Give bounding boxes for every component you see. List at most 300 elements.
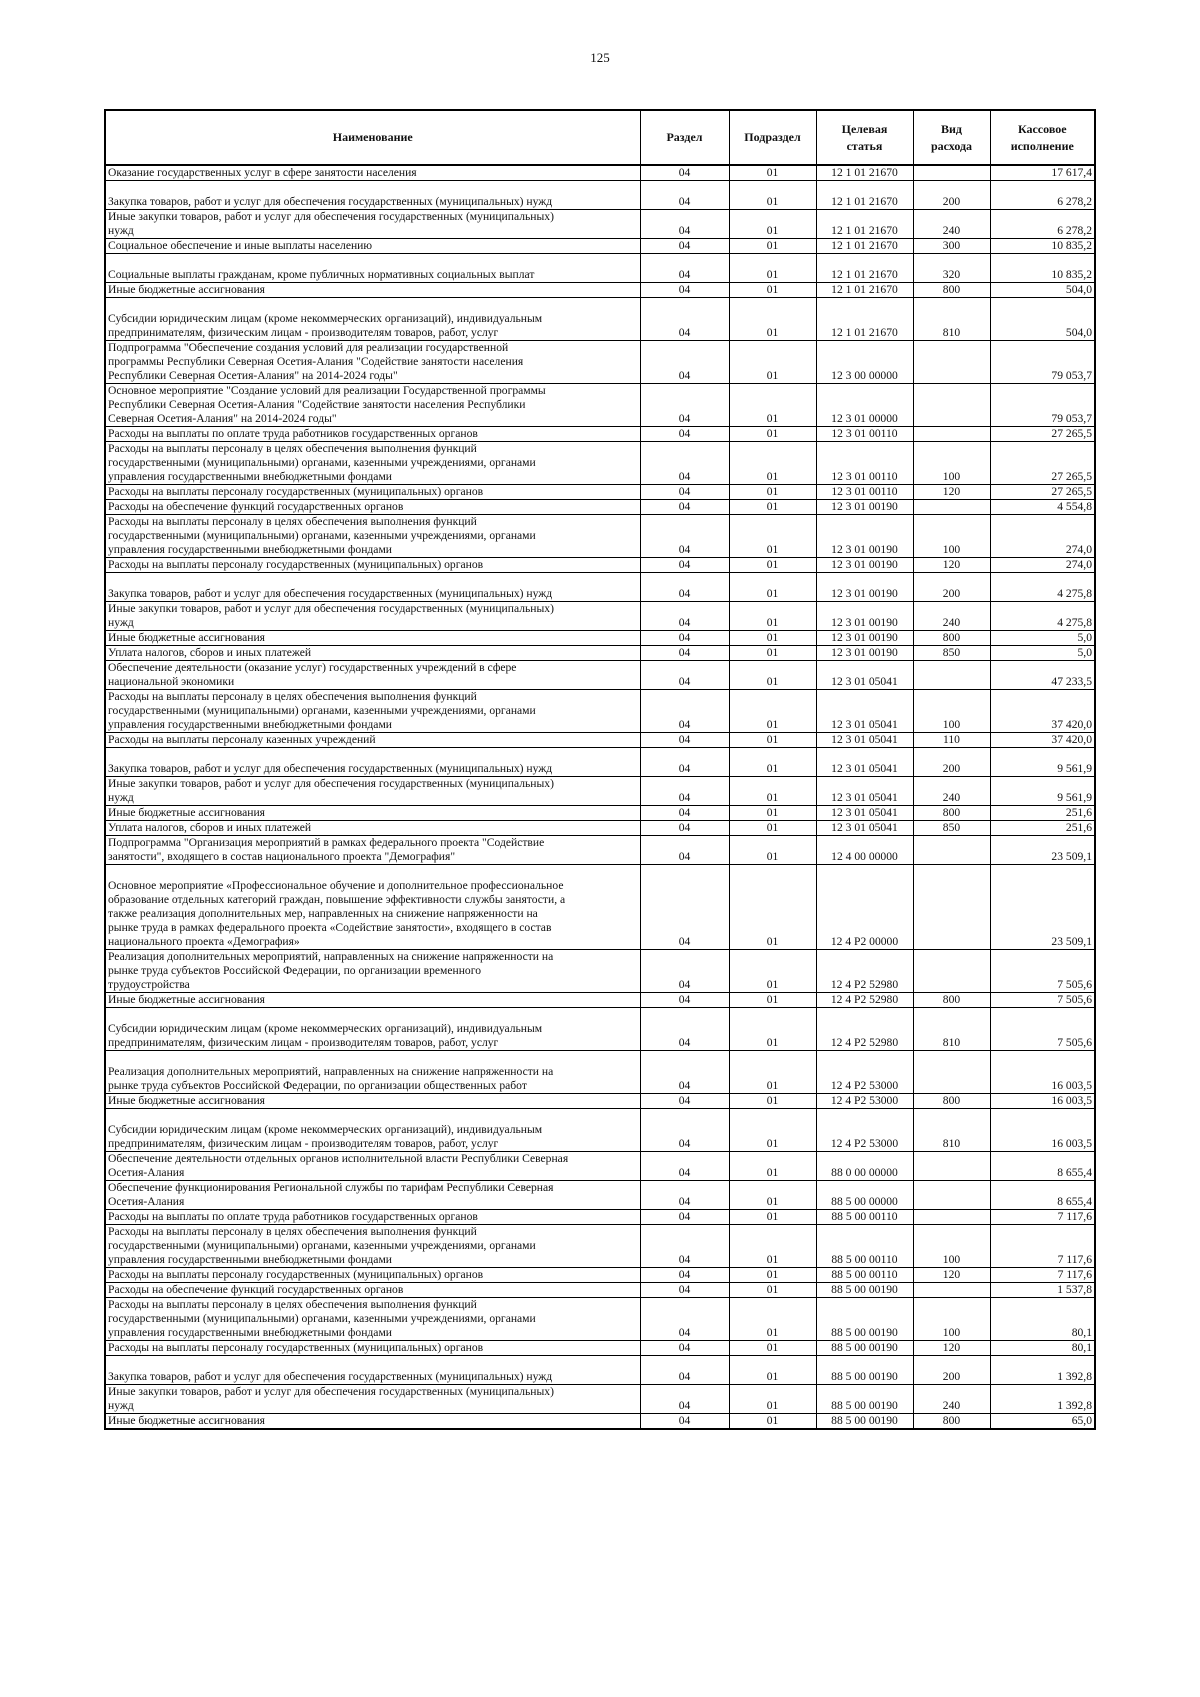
row-section-cell: 04 bbox=[640, 1225, 729, 1268]
row-subsection-cell: 01 bbox=[729, 1341, 816, 1356]
row-section-cell: 04 bbox=[640, 485, 729, 500]
row-subsection-cell: 01 bbox=[729, 485, 816, 500]
row-name-cell: Иные бюджетные ассигнования bbox=[105, 1414, 640, 1430]
table-row bbox=[105, 1414, 1095, 1430]
row-section-cell: 04 bbox=[640, 865, 729, 950]
row-section-cell: 04 bbox=[640, 1210, 729, 1225]
row-section-cell: 04 bbox=[640, 254, 729, 283]
row-target-cell: 12 1 01 21670 bbox=[816, 239, 913, 254]
row-name-cell: Реализация дополнительных мероприятий, направленных на снижение напряженности на рынке труда субъектов Российской Федерации, по организации общественных работ bbox=[105, 1051, 640, 1094]
row-section-cell: 04 bbox=[640, 341, 729, 384]
row-amount-cell: 80,1 bbox=[990, 1298, 1095, 1341]
row-expense-type-cell: 200 bbox=[913, 181, 990, 210]
row-name-cell: Социальное обеспечение и иные выплаты населению bbox=[105, 239, 640, 254]
row-expense-type-cell bbox=[913, 500, 990, 515]
row-target-cell: 88 5 00 00110 bbox=[816, 1210, 913, 1225]
row-target-cell: 12 3 01 05041 bbox=[816, 748, 913, 777]
table-row bbox=[105, 558, 1095, 573]
row-expense-type-cell bbox=[913, 1181, 990, 1210]
row-subsection-cell: 01 bbox=[729, 836, 816, 865]
page-number: 125 bbox=[590, 50, 610, 65]
row-target-cell: 12 3 01 00190 bbox=[816, 573, 913, 602]
row-name-cell: Расходы на выплаты персоналу государственных (муниципальных) органов bbox=[105, 558, 640, 573]
row-amount-cell: 8 655,4 bbox=[990, 1152, 1095, 1181]
row-expense-type-cell: 240 bbox=[913, 602, 990, 631]
row-target-cell: 12 1 01 21670 bbox=[816, 181, 913, 210]
row-section-cell: 04 bbox=[640, 690, 729, 733]
row-name-cell: Расходы на выплаты персоналу казенных учреждений bbox=[105, 733, 640, 748]
row-name-cell: Иные бюджетные ассигнования bbox=[105, 1094, 640, 1109]
row-expense-type-cell: 120 bbox=[913, 1268, 990, 1283]
row-amount-cell: 504,0 bbox=[990, 298, 1095, 341]
row-subsection-cell: 01 bbox=[729, 1210, 816, 1225]
table-row bbox=[105, 181, 1095, 210]
table-row bbox=[105, 1298, 1095, 1341]
header-name: Наименование bbox=[105, 110, 640, 165]
row-subsection-cell: 01 bbox=[729, 442, 816, 485]
row-expense-type-cell bbox=[913, 341, 990, 384]
row-section-cell: 04 bbox=[640, 806, 729, 821]
row-section-cell: 04 bbox=[640, 239, 729, 254]
row-target-cell: 12 4 P2 53000 bbox=[816, 1051, 913, 1094]
table-row bbox=[105, 384, 1095, 427]
row-target-cell: 88 5 00 00190 bbox=[816, 1385, 913, 1414]
row-subsection-cell: 01 bbox=[729, 1008, 816, 1051]
row-expense-type-cell bbox=[913, 1210, 990, 1225]
row-target-cell: 12 3 01 00190 bbox=[816, 558, 913, 573]
row-expense-type-cell: 240 bbox=[913, 777, 990, 806]
row-section-cell: 04 bbox=[640, 515, 729, 558]
row-expense-type-cell: 100 bbox=[913, 515, 990, 558]
row-subsection-cell: 01 bbox=[729, 210, 816, 239]
table-row bbox=[105, 573, 1095, 602]
row-target-cell: 12 3 00 00000 bbox=[816, 341, 913, 384]
row-target-cell: 88 5 00 00190 bbox=[816, 1283, 913, 1298]
row-subsection-cell: 01 bbox=[729, 254, 816, 283]
row-subsection-cell: 01 bbox=[729, 950, 816, 993]
row-name-cell: Субсидии юридическим лицам (кроме некоммерческих организаций), индивидуальным предпринимателям, физическим лицам - производителям товаров, работ, услуг bbox=[105, 1109, 640, 1152]
row-expense-type-cell: 100 bbox=[913, 1225, 990, 1268]
row-expense-type-cell: 200 bbox=[913, 1356, 990, 1385]
row-expense-type-cell bbox=[913, 1283, 990, 1298]
row-target-cell: 12 4 P2 52980 bbox=[816, 950, 913, 993]
row-target-cell: 12 3 01 00110 bbox=[816, 442, 913, 485]
row-expense-type-cell bbox=[913, 1051, 990, 1094]
row-name-cell: Субсидии юридическим лицам (кроме некоммерческих организаций), индивидуальным предпринимателям, физическим лицам - производителям товаров, работ, услуг bbox=[105, 1008, 640, 1051]
row-section-cell: 04 bbox=[640, 1283, 729, 1298]
row-subsection-cell: 01 bbox=[729, 690, 816, 733]
row-subsection-cell: 01 bbox=[729, 1051, 816, 1094]
row-target-cell: 12 1 01 21670 bbox=[816, 298, 913, 341]
row-target-cell: 12 3 01 00000 bbox=[816, 384, 913, 427]
row-target-cell: 88 0 00 00000 bbox=[816, 1152, 913, 1181]
row-target-cell: 12 3 01 00110 bbox=[816, 485, 913, 500]
row-amount-cell: 4 275,8 bbox=[990, 573, 1095, 602]
row-target-cell: 12 4 00 00000 bbox=[816, 836, 913, 865]
row-subsection-cell: 01 bbox=[729, 558, 816, 573]
table-row bbox=[105, 1210, 1095, 1225]
row-amount-cell: 7 117,6 bbox=[990, 1210, 1095, 1225]
row-amount-cell: 7 505,6 bbox=[990, 1008, 1095, 1051]
row-subsection-cell: 01 bbox=[729, 733, 816, 748]
table-row bbox=[105, 1268, 1095, 1283]
row-amount-cell: 79 053,7 bbox=[990, 341, 1095, 384]
row-name-cell: Основное мероприятие "Создание условий для реализации Государственной программы Республики Северная Осетия-Алания "Содействие занятости населения Республики Северная Осетия-Алания" на 2014-2024 годы" bbox=[105, 384, 640, 427]
row-section-cell: 04 bbox=[640, 181, 729, 210]
row-target-cell: 88 5 00 00190 bbox=[816, 1414, 913, 1430]
row-target-cell: 12 4 P2 53000 bbox=[816, 1094, 913, 1109]
table-row bbox=[105, 777, 1095, 806]
row-name-cell: Иные закупки товаров, работ и услуг для обеспечения государственных (муниципальных) нужд bbox=[105, 1385, 640, 1414]
row-name-cell: Расходы на выплаты персоналу государственных (муниципальных) органов bbox=[105, 1341, 640, 1356]
row-name-cell: Иные бюджетные ассигнования bbox=[105, 631, 640, 646]
row-section-cell: 04 bbox=[640, 646, 729, 661]
table-row bbox=[105, 836, 1095, 865]
row-target-cell: 12 1 01 21670 bbox=[816, 165, 913, 181]
table-row bbox=[105, 1094, 1095, 1109]
row-section-cell: 04 bbox=[640, 1385, 729, 1414]
row-expense-type-cell: 200 bbox=[913, 573, 990, 602]
row-subsection-cell: 01 bbox=[729, 341, 816, 384]
row-amount-cell: 16 003,5 bbox=[990, 1109, 1095, 1152]
row-expense-type-cell: 800 bbox=[913, 1414, 990, 1430]
row-subsection-cell: 01 bbox=[729, 1283, 816, 1298]
table-row bbox=[105, 298, 1095, 341]
row-amount-cell: 17 617,4 bbox=[990, 165, 1095, 181]
table-row bbox=[105, 865, 1095, 950]
row-name-cell: Закупка товаров, работ и услуг для обеспечения государственных (муниципальных) нужд bbox=[105, 748, 640, 777]
table-row bbox=[105, 602, 1095, 631]
row-section-cell: 04 bbox=[640, 1051, 729, 1094]
row-expense-type-cell: 810 bbox=[913, 298, 990, 341]
row-target-cell: 88 5 00 00110 bbox=[816, 1268, 913, 1283]
row-section-cell: 04 bbox=[640, 573, 729, 602]
row-name-cell: Иные закупки товаров, работ и услуг для обеспечения государственных (муниципальных) нужд bbox=[105, 777, 640, 806]
row-subsection-cell: 01 bbox=[729, 239, 816, 254]
row-expense-type-cell: 810 bbox=[913, 1109, 990, 1152]
row-amount-cell: 4 554,8 bbox=[990, 500, 1095, 515]
row-expense-type-cell: 100 bbox=[913, 1298, 990, 1341]
row-section-cell: 04 bbox=[640, 950, 729, 993]
table-row bbox=[105, 646, 1095, 661]
row-expense-type-cell: 100 bbox=[913, 442, 990, 485]
row-target-cell: 88 5 00 00110 bbox=[816, 1225, 913, 1268]
row-target-cell: 12 1 01 21670 bbox=[816, 254, 913, 283]
row-subsection-cell: 01 bbox=[729, 1356, 816, 1385]
table-row bbox=[105, 950, 1095, 993]
row-expense-type-cell: 800 bbox=[913, 993, 990, 1008]
row-subsection-cell: 01 bbox=[729, 1298, 816, 1341]
row-section-cell: 04 bbox=[640, 1152, 729, 1181]
row-amount-cell: 7 117,6 bbox=[990, 1268, 1095, 1283]
row-amount-cell: 37 420,0 bbox=[990, 733, 1095, 748]
row-name-cell: Обеспечение деятельности отдельных органов исполнительной власти Республики Северная Осетия-Алания bbox=[105, 1152, 640, 1181]
row-amount-cell: 80,1 bbox=[990, 1341, 1095, 1356]
row-amount-cell: 10 835,2 bbox=[990, 254, 1095, 283]
row-section-cell: 04 bbox=[640, 427, 729, 442]
table-row bbox=[105, 239, 1095, 254]
row-subsection-cell: 01 bbox=[729, 1094, 816, 1109]
table-row bbox=[105, 165, 1095, 181]
row-target-cell: 88 5 00 00000 bbox=[816, 1181, 913, 1210]
table-row bbox=[105, 1385, 1095, 1414]
row-target-cell: 12 1 01 21670 bbox=[816, 283, 913, 298]
row-amount-cell: 1 537,8 bbox=[990, 1283, 1095, 1298]
row-name-cell: Иные бюджетные ассигнования bbox=[105, 993, 640, 1008]
row-amount-cell: 4 275,8 bbox=[990, 602, 1095, 631]
row-target-cell: 12 3 01 00190 bbox=[816, 602, 913, 631]
row-section-cell: 04 bbox=[640, 500, 729, 515]
row-subsection-cell: 01 bbox=[729, 821, 816, 836]
row-expense-type-cell: 320 bbox=[913, 254, 990, 283]
row-section-cell: 04 bbox=[640, 442, 729, 485]
row-name-cell: Уплата налогов, сборов и иных платежей bbox=[105, 646, 640, 661]
table-row bbox=[105, 821, 1095, 836]
row-amount-cell: 1 392,8 bbox=[990, 1356, 1095, 1385]
table-row bbox=[105, 427, 1095, 442]
row-amount-cell: 251,6 bbox=[990, 806, 1095, 821]
row-amount-cell: 6 278,2 bbox=[990, 181, 1095, 210]
row-expense-type-cell: 810 bbox=[913, 1008, 990, 1051]
row-section-cell: 04 bbox=[640, 821, 729, 836]
table-row bbox=[105, 1152, 1095, 1181]
header-section: Раздел bbox=[640, 110, 729, 165]
row-expense-type-cell: 850 bbox=[913, 646, 990, 661]
row-expense-type-cell: 100 bbox=[913, 690, 990, 733]
row-expense-type-cell: 120 bbox=[913, 558, 990, 573]
row-section-cell: 04 bbox=[640, 661, 729, 690]
row-name-cell: Расходы на выплаты персоналу в целях обеспечения выполнения функций государственными (муниципальными) органами, казенными учреждениями, органами управления государственными внебюджетными фондами bbox=[105, 1298, 640, 1341]
row-amount-cell: 47 233,5 bbox=[990, 661, 1095, 690]
table-row bbox=[105, 661, 1095, 690]
row-amount-cell: 16 003,5 bbox=[990, 1051, 1095, 1094]
table-row bbox=[105, 1341, 1095, 1356]
row-expense-type-cell: 800 bbox=[913, 806, 990, 821]
row-amount-cell: 274,0 bbox=[990, 515, 1095, 558]
row-name-cell: Подпрограмма "Обеспечение создания условий для реализации государственной программы Республики Северная Осетия-Алания "Содействие занятости населения Республики Северная Осетия-Алания" на 2014-2024 годы" bbox=[105, 341, 640, 384]
row-subsection-cell: 01 bbox=[729, 1152, 816, 1181]
row-expense-type-cell: 850 bbox=[913, 821, 990, 836]
row-amount-cell: 9 561,9 bbox=[990, 777, 1095, 806]
row-section-cell: 04 bbox=[640, 777, 729, 806]
row-subsection-cell: 01 bbox=[729, 865, 816, 950]
row-subsection-cell: 01 bbox=[729, 1181, 816, 1210]
row-expense-type-cell: 200 bbox=[913, 748, 990, 777]
row-amount-cell: 23 509,1 bbox=[990, 836, 1095, 865]
row-section-cell: 04 bbox=[640, 602, 729, 631]
header-amount: Кассовое исполнение bbox=[990, 110, 1095, 165]
row-expense-type-cell bbox=[913, 165, 990, 181]
row-amount-cell: 504,0 bbox=[990, 283, 1095, 298]
table-row bbox=[105, 748, 1095, 777]
header-subsection: Подраздел bbox=[729, 110, 816, 165]
table-row bbox=[105, 1008, 1095, 1051]
row-amount-cell: 27 265,5 bbox=[990, 427, 1095, 442]
row-subsection-cell: 01 bbox=[729, 427, 816, 442]
row-expense-type-cell: 120 bbox=[913, 485, 990, 500]
row-section-cell: 04 bbox=[640, 1356, 729, 1385]
row-amount-cell: 27 265,5 bbox=[990, 485, 1095, 500]
row-amount-cell: 274,0 bbox=[990, 558, 1095, 573]
row-target-cell: 12 3 01 00190 bbox=[816, 646, 913, 661]
row-subsection-cell: 01 bbox=[729, 384, 816, 427]
row-name-cell: Подпрограмма "Организация мероприятий в рамках федерального проекта "Содействие занятости", входящего в состав национального проекта "Демография" bbox=[105, 836, 640, 865]
row-target-cell: 12 4 P2 52980 bbox=[816, 993, 913, 1008]
row-subsection-cell: 01 bbox=[729, 283, 816, 298]
table-row bbox=[105, 733, 1095, 748]
row-name-cell: Расходы на выплаты по оплате труда работников государственных органов bbox=[105, 1210, 640, 1225]
row-subsection-cell: 01 bbox=[729, 181, 816, 210]
row-subsection-cell: 01 bbox=[729, 1385, 816, 1414]
row-section-cell: 04 bbox=[640, 165, 729, 181]
row-section-cell: 04 bbox=[640, 1298, 729, 1341]
row-amount-cell: 6 278,2 bbox=[990, 210, 1095, 239]
row-amount-cell: 9 561,9 bbox=[990, 748, 1095, 777]
table-row bbox=[105, 1356, 1095, 1385]
row-subsection-cell: 01 bbox=[729, 993, 816, 1008]
row-name-cell: Расходы на выплаты персоналу в целях обеспечения выполнения функций государственными (муниципальными) органами, казенными учреждениями, органами управления государственными внебюджетными фондами bbox=[105, 1225, 640, 1268]
row-section-cell: 04 bbox=[640, 210, 729, 239]
table-row bbox=[105, 341, 1095, 384]
table-row bbox=[105, 993, 1095, 1008]
row-subsection-cell: 01 bbox=[729, 515, 816, 558]
row-name-cell: Уплата налогов, сборов и иных платежей bbox=[105, 821, 640, 836]
table-row bbox=[105, 631, 1095, 646]
row-amount-cell: 16 003,5 bbox=[990, 1094, 1095, 1109]
row-name-cell: Реализация дополнительных мероприятий, направленных на снижение напряженности на рынке труда субъектов Российской Федерации, по организации временного трудоустройства bbox=[105, 950, 640, 993]
table-row bbox=[105, 1225, 1095, 1268]
row-name-cell: Расходы на обеспечение функций государственных органов bbox=[105, 1283, 640, 1298]
row-name-cell: Расходы на выплаты персоналу в целях обеспечения выполнения функций государственными (муниципальными) органами, казенными учреждениями, органами управления государственными внебюджетными фондами bbox=[105, 690, 640, 733]
row-target-cell: 12 3 01 05041 bbox=[816, 777, 913, 806]
row-amount-cell: 7 505,6 bbox=[990, 950, 1095, 993]
row-section-cell: 04 bbox=[640, 1008, 729, 1051]
row-amount-cell: 79 053,7 bbox=[990, 384, 1095, 427]
row-expense-type-cell: 110 bbox=[913, 733, 990, 748]
row-amount-cell: 1 392,8 bbox=[990, 1385, 1095, 1414]
row-section-cell: 04 bbox=[640, 384, 729, 427]
header-target: Целевая статья bbox=[816, 110, 913, 165]
table-row bbox=[105, 690, 1095, 733]
row-subsection-cell: 01 bbox=[729, 646, 816, 661]
row-expense-type-cell: 800 bbox=[913, 631, 990, 646]
row-expense-type-cell bbox=[913, 1152, 990, 1181]
row-name-cell: Обеспечение функционирования Региональной службы по тарифам Республики Северная Осетия-Алания bbox=[105, 1181, 640, 1210]
row-target-cell: 12 3 01 05041 bbox=[816, 733, 913, 748]
table-row bbox=[105, 1109, 1095, 1152]
row-name-cell: Расходы на выплаты по оплате труда работников государственных органов bbox=[105, 427, 640, 442]
row-subsection-cell: 01 bbox=[729, 165, 816, 181]
row-expense-type-cell bbox=[913, 865, 990, 950]
row-expense-type-cell bbox=[913, 836, 990, 865]
row-target-cell: 12 1 01 21670 bbox=[816, 210, 913, 239]
row-section-cell: 04 bbox=[640, 733, 729, 748]
row-section-cell: 04 bbox=[640, 1094, 729, 1109]
row-subsection-cell: 01 bbox=[729, 500, 816, 515]
table-row bbox=[105, 1181, 1095, 1210]
row-subsection-cell: 01 bbox=[729, 661, 816, 690]
row-amount-cell: 251,6 bbox=[990, 821, 1095, 836]
row-expense-type-cell: 120 bbox=[913, 1341, 990, 1356]
row-target-cell: 12 4 P2 00000 bbox=[816, 865, 913, 950]
row-amount-cell: 7 117,6 bbox=[990, 1225, 1095, 1268]
row-amount-cell: 65,0 bbox=[990, 1414, 1095, 1430]
row-section-cell: 04 bbox=[640, 283, 729, 298]
row-expense-type-cell: 240 bbox=[913, 210, 990, 239]
budget-table bbox=[104, 109, 1096, 1430]
row-name-cell: Иные закупки товаров, работ и услуг для обеспечения государственных (муниципальных) нужд bbox=[105, 210, 640, 239]
table-row bbox=[105, 806, 1095, 821]
row-name-cell: Расходы на обеспечение функций государственных органов bbox=[105, 500, 640, 515]
row-target-cell: 12 3 01 00190 bbox=[816, 631, 913, 646]
row-name-cell: Субсидии юридическим лицам (кроме некоммерческих организаций), индивидуальным предпринимателям, физическим лицам - производителям товаров, работ, услуг bbox=[105, 298, 640, 341]
row-subsection-cell: 01 bbox=[729, 1225, 816, 1268]
row-expense-type-cell bbox=[913, 384, 990, 427]
row-section-cell: 04 bbox=[640, 993, 729, 1008]
header-row bbox=[105, 110, 1095, 165]
header-expense-type: Вид расхода bbox=[913, 110, 990, 165]
table-row bbox=[105, 210, 1095, 239]
row-subsection-cell: 01 bbox=[729, 573, 816, 602]
row-subsection-cell: 01 bbox=[729, 1109, 816, 1152]
row-amount-cell: 5,0 bbox=[990, 631, 1095, 646]
row-expense-type-cell bbox=[913, 950, 990, 993]
row-amount-cell: 5,0 bbox=[990, 646, 1095, 661]
row-target-cell: 12 4 P2 52980 bbox=[816, 1008, 913, 1051]
row-section-cell: 04 bbox=[640, 1181, 729, 1210]
row-name-cell: Социальные выплаты гражданам, кроме публичных нормативных социальных выплат bbox=[105, 254, 640, 283]
row-name-cell: Закупка товаров, работ и услуг для обеспечения государственных (муниципальных) нужд bbox=[105, 181, 640, 210]
row-expense-type-cell: 800 bbox=[913, 1094, 990, 1109]
row-name-cell: Иные закупки товаров, работ и услуг для обеспечения государственных (муниципальных) нужд bbox=[105, 602, 640, 631]
row-name-cell: Оказание государственных услуг в сфере занятости населения bbox=[105, 165, 640, 181]
row-section-cell: 04 bbox=[640, 1414, 729, 1430]
row-subsection-cell: 01 bbox=[729, 298, 816, 341]
row-target-cell: 12 4 P2 53000 bbox=[816, 1109, 913, 1152]
row-target-cell: 12 3 01 05041 bbox=[816, 690, 913, 733]
row-name-cell: Расходы на выплаты персоналу в целях обеспечения выполнения функций государственными (муниципальными) органами, казенными учреждениями, органами управления государственными внебюджетными фондами bbox=[105, 442, 640, 485]
row-amount-cell: 10 835,2 bbox=[990, 239, 1095, 254]
row-subsection-cell: 01 bbox=[729, 806, 816, 821]
row-section-cell: 04 bbox=[640, 1109, 729, 1152]
table-row bbox=[105, 485, 1095, 500]
row-subsection-cell: 01 bbox=[729, 602, 816, 631]
row-name-cell: Закупка товаров, работ и услуг для обеспечения государственных (муниципальных) нужд bbox=[105, 1356, 640, 1385]
row-amount-cell: 27 265,5 bbox=[990, 442, 1095, 485]
table-row bbox=[105, 500, 1095, 515]
table-row bbox=[105, 515, 1095, 558]
row-subsection-cell: 01 bbox=[729, 1414, 816, 1430]
row-target-cell: 88 5 00 00190 bbox=[816, 1298, 913, 1341]
row-target-cell: 88 5 00 00190 bbox=[816, 1356, 913, 1385]
row-name-cell: Расходы на выплаты персоналу государственных (муниципальных) органов bbox=[105, 485, 640, 500]
row-subsection-cell: 01 bbox=[729, 777, 816, 806]
row-name-cell: Иные бюджетные ассигнования bbox=[105, 283, 640, 298]
row-amount-cell: 37 420,0 bbox=[990, 690, 1095, 733]
row-subsection-cell: 01 bbox=[729, 631, 816, 646]
row-target-cell: 88 5 00 00190 bbox=[816, 1341, 913, 1356]
table-row bbox=[105, 1283, 1095, 1298]
row-target-cell: 12 3 01 05041 bbox=[816, 821, 913, 836]
row-section-cell: 04 bbox=[640, 1268, 729, 1283]
row-name-cell: Иные бюджетные ассигнования bbox=[105, 806, 640, 821]
row-expense-type-cell: 240 bbox=[913, 1385, 990, 1414]
row-expense-type-cell bbox=[913, 661, 990, 690]
row-name-cell: Обеспечение деятельности (оказание услуг) государственных учреждений в сфере национальной экономики bbox=[105, 661, 640, 690]
row-target-cell: 12 3 01 00190 bbox=[816, 515, 913, 558]
row-expense-type-cell bbox=[913, 427, 990, 442]
row-expense-type-cell: 300 bbox=[913, 239, 990, 254]
